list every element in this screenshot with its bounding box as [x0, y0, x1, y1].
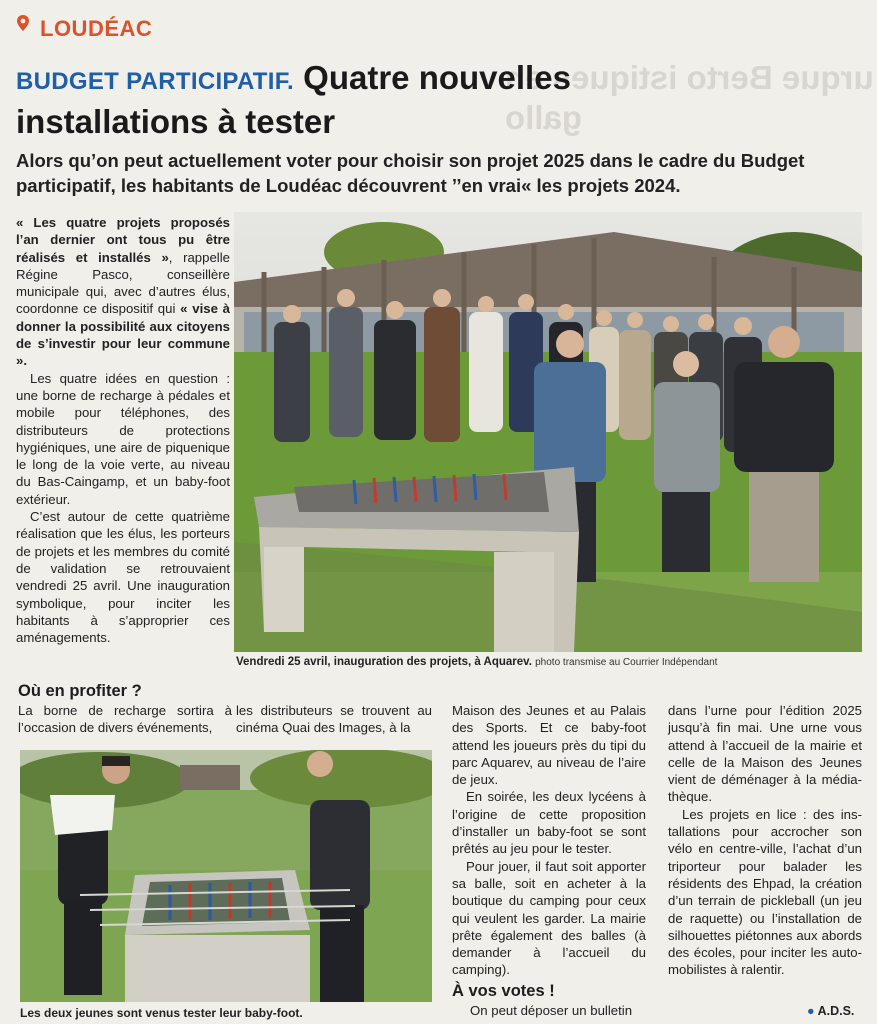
subheading-ou-en-profiter: Où en profiter ? [18, 682, 142, 700]
secondary-photo [20, 750, 432, 1002]
secondary-photo-caption: Les deux jeunes sont venus tester leur baby-foot. [20, 1006, 303, 1020]
col3-paragraph-3: Pour jouer, il faut soit apporter sa balle, soit en acheter à la boutique du camping pour ceux qui veulent les garder. La mairie prête également des balles (à demander à l’accueil du camping). [452, 858, 646, 978]
column-4 [668, 702, 862, 979]
col3-paragraph-2: En soirée, les deux lycéens à l’origine de cette proposition d’installer un baby-foot se sont prêtés au jeu pour le tester. [452, 789, 646, 857]
intro-text: , rappelle Régine Pasco, conseillère municipale qui, avec d’autres élus, coordonne ce dispositif qui [16, 249, 230, 317]
main-photo [234, 212, 862, 652]
headline-kicker: BUDGET PARTICIPATIF. [16, 68, 294, 95]
col3-paragraph-1: Maison des Jeunes et au Palais des Sports. Et ce baby-foot attend les joueurs près du tipi du parc Aquarev, au niveau de l’aire de jeux. [452, 703, 646, 788]
column-3 [452, 702, 646, 979]
intro-quote-2: « vise à donner la possibilité aux citoyens de s’investir pour leur commune ». [16, 301, 230, 369]
col4-paragraph-2: Les projets en lice : des installations pour accrocher son vélo en centre-ville, l’achat d’un triporteur pour balader les résidents des Ehpad, la création d’un terrain de pickleball (un jeu de raquette) ou l’installation de silhouettes piétonnes aux abords des écoles, pour inciter les automobilistes à ralentir. [668, 806, 862, 978]
column-2-continued [236, 702, 432, 737]
signature-text: A.D.S. [817, 1004, 855, 1018]
intro-column [16, 214, 230, 646]
bullet-icon: ● [807, 1004, 815, 1018]
col4-paragraph-1: dans l’urne pour l’édition 2025 jusqu’à fin mai. Une urne vous attend à l’accueil de la mairie et celle de la Maison des Jeunes vient de déménager à la médiathèque. [668, 703, 862, 805]
location-pin-icon [14, 14, 32, 32]
intro-paragraph-2: Les quatre idées en question : une borne de recharge à pédales et mobile pour téléphones, des distributeurs de protections hygiéniques, une aire de piquenique le long de la voie verte, au niveau du Bas-Caingamp, et un baby-foot extérieur. [16, 370, 230, 507]
subheading-a-vos-votes: À vos votes ! [452, 982, 555, 1000]
section-label: LOUDÉAC [40, 16, 153, 41]
author-signature [807, 1004, 854, 1018]
standfirst: Alors qu’on peut actuellement voter pour choisir son projet 2025 dans le cadre du Budget participatif, les habitants de Loudéac découvrent ’’en vrai« les projets 2024. [16, 150, 805, 196]
intro-paragraph-1 [16, 214, 230, 370]
bleed-through-text: urque Berto istiques en gallo [505, 59, 874, 136]
headline-title: Quatre nouvelles installations à tester [16, 59, 571, 140]
column-1-continued [18, 702, 232, 737]
photo-credit: photo transmise au Courrier Indépendant [535, 657, 718, 668]
votes-paragraph-1: On peut déposer un bulletin [470, 1003, 633, 1018]
main-photo-caption [236, 656, 717, 668]
intro-quote-1: « Les quatre projets proposés l’an dernier ont tous pu être réalisés et installés » [16, 215, 230, 265]
votes-text [470, 1002, 650, 1019]
intro-paragraph-3: C’est autour de cette quatrième réalisation que les élus, les porteurs de projets et les membres du comité de validation se retrouvaient vendredi 25 avril. Une inauguration symbolique, pour inciter les habitants à s’approprier ces aménagements. [16, 509, 230, 646]
col2-text: les distributeurs se trouvent au cinéma Quai des Images, à la [236, 703, 432, 736]
col1-text: La borne de recharge sortira à l’occasion de divers événements, [18, 703, 232, 736]
main-caption-text: Vendredi 25 avril, inauguration des projets, à Aquarev. [236, 656, 532, 668]
headline [16, 58, 656, 142]
